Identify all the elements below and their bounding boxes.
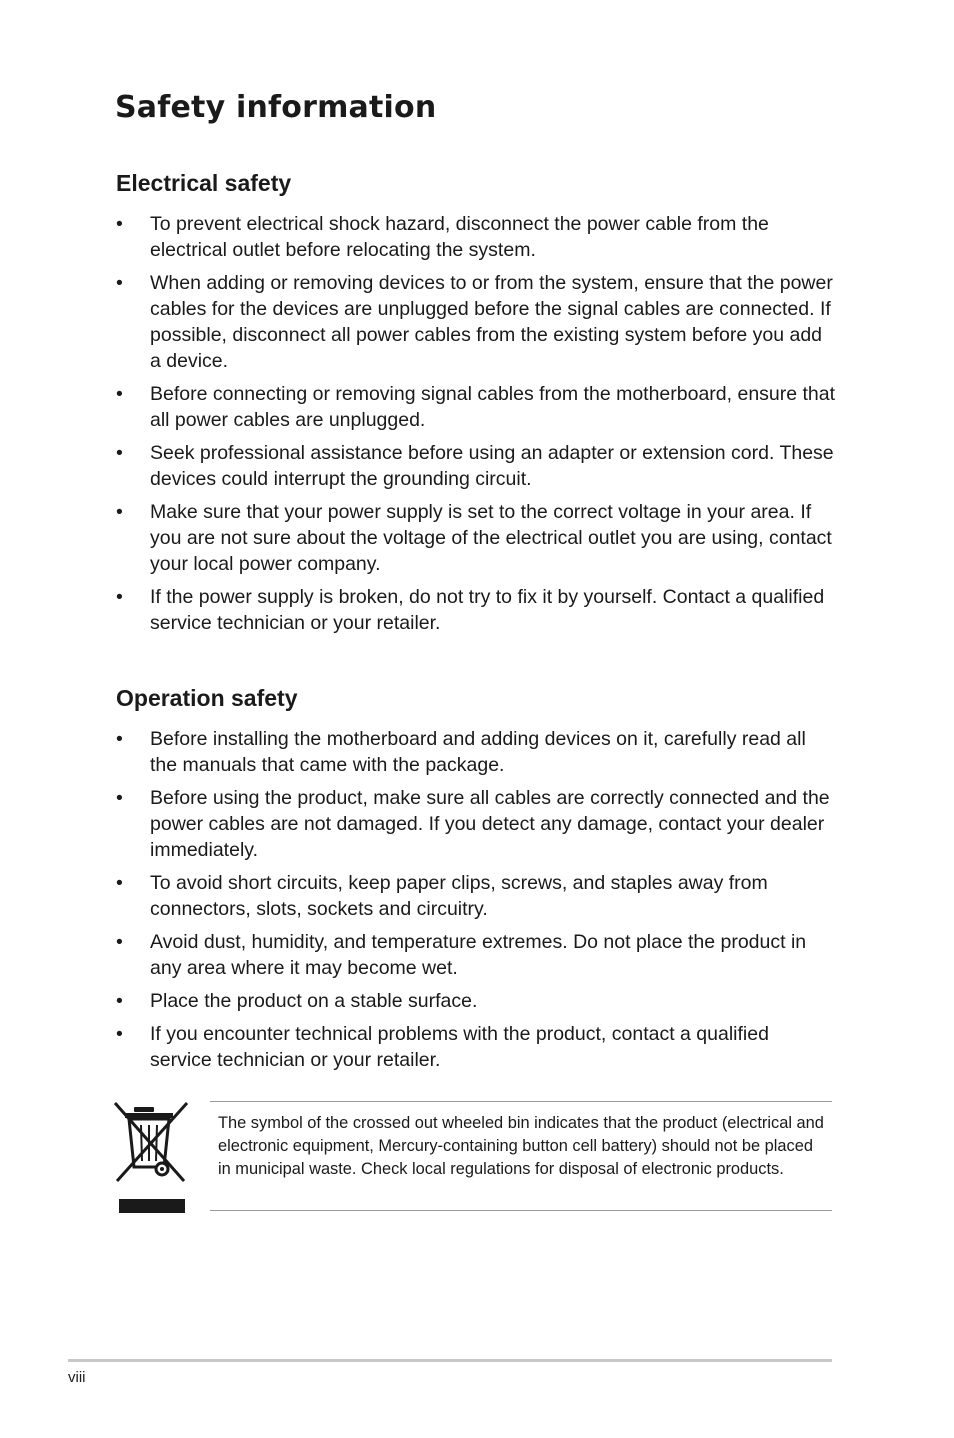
footer-divider [68, 1359, 832, 1362]
bullet-marker: • [116, 990, 123, 1012]
list-item-text: To avoid short circuits, keep paper clips, screws, and staples away from connectors, slots, sockets and circuitry. [150, 872, 768, 920]
list-item-text: When adding or removing devices to or from the system, ensure that the power cables for the devices are unplugged before the signal cables are connected. If possible, disconnect all power cables from the existing system before you add a device. [150, 272, 833, 372]
list-item [116, 1021, 836, 1073]
list-item [116, 499, 836, 577]
list-item-text: Before using the product, make sure all cables are correctly connected and the power cables are not damaged. If you detect any damage, contact your dealer immediately. [150, 787, 830, 861]
list-item [116, 584, 836, 636]
bullet-marker: • [116, 787, 123, 809]
list-item [116, 270, 836, 374]
bullet-marker: • [116, 1023, 123, 1045]
notice-text-box [210, 1101, 832, 1211]
list-item [116, 440, 836, 492]
notice-text: The symbol of the crossed out wheeled bin indicates that the product (electrical and electronic equipment, Mercury-containing button cell battery) should not be placed in municipal waste. Check local regulations for disposal of electronic products. [218, 1114, 824, 1178]
bullet-marker: • [116, 931, 123, 953]
bullet-marker: • [116, 383, 123, 405]
list-item-text: Before connecting or removing signal cables from the motherboard, ensure that all power cables are unplugged. [150, 383, 836, 431]
list-item-text: If you encounter technical problems with the product, contact a qualified service technician or your retailer. [150, 1023, 769, 1071]
bullet-marker: • [116, 272, 123, 294]
weee-disposal-notice [112, 1101, 832, 1213]
list-item-text: Place the product on a stable surface. [150, 990, 478, 1012]
crossed-out-wheeled-bin-icon [112, 1101, 190, 1217]
bullet-marker: • [116, 442, 123, 464]
list-item-text: Seek professional assistance before using an adapter or extension cord. These devices could interrupt the grounding circuit. [150, 442, 834, 490]
bullet-marker: • [116, 213, 123, 235]
list-item [116, 381, 836, 433]
page-title: Safety information [115, 90, 437, 125]
list-item [116, 929, 836, 981]
list-item-text: Make sure that your power supply is set to the correct voltage in your area. If you are not sure about the voltage of the electrical outlet you are using, contact your local power company. [150, 501, 832, 575]
operation-safety-list [116, 726, 836, 1080]
list-item-text: Avoid dust, humidity, and temperature extremes. Do not place the product in any area where it may become wet. [150, 931, 807, 979]
electrical-safety-heading: Electrical safety [116, 170, 292, 196]
list-item [116, 726, 836, 778]
electrical-safety-list [116, 211, 836, 643]
list-item-text: To prevent electrical shock hazard, disconnect the power cable from the electrical outlet before relocating the system. [150, 213, 769, 261]
list-item [116, 988, 836, 1014]
list-item-text: Before installing the motherboard and adding devices on it, carefully read all the manuals that came with the package. [150, 728, 806, 776]
list-item-text: If the power supply is broken, do not try to fix it by yourself. Contact a qualified service technician or your retailer. [150, 586, 825, 634]
list-item [116, 870, 836, 922]
page-number: viii [68, 1369, 86, 1386]
bullet-marker: • [116, 872, 123, 894]
bullet-marker: • [116, 728, 123, 750]
bullet-marker: • [116, 586, 123, 608]
operation-safety-heading: Operation safety [116, 685, 298, 711]
bullet-marker: • [116, 501, 123, 523]
list-item [116, 785, 836, 863]
list-item [116, 211, 836, 263]
